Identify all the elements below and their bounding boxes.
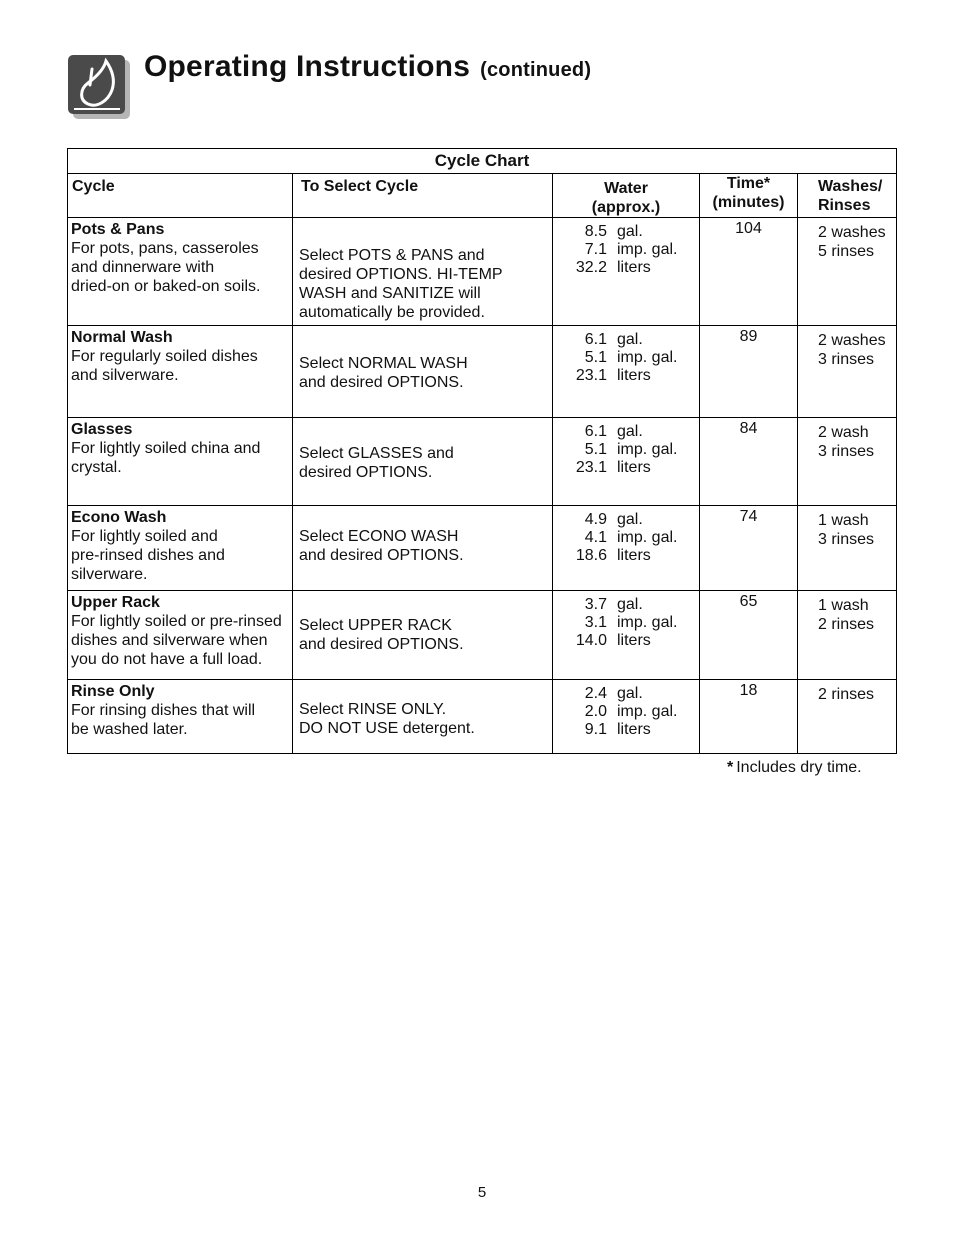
water-value: 3.7 — [584, 596, 607, 613]
column-header-select: To Select Cycle — [301, 178, 419, 195]
table-row — [68, 418, 897, 506]
washes-rinses: 2 wash 3 rinses — [818, 424, 875, 460]
washes-rinses: 1 wash 2 rinses — [818, 597, 875, 633]
cycle-description: For regularly soiled dishes and silverware. — [71, 348, 258, 384]
dishwasher-utensil-icon — [68, 55, 132, 121]
water-line — [553, 614, 699, 632]
water-line — [553, 459, 699, 477]
water-value: 23.1 — [575, 459, 607, 476]
select-instruction: Select RINSE ONLY. DO NOT USE detergent. — [299, 701, 475, 737]
column-header-time: Time* (minutes) — [712, 175, 785, 211]
water-line — [553, 367, 699, 385]
cycle-name: Pots & Pans — [71, 221, 165, 238]
select-instruction: Select GLASSES and desired OPTIONS. — [299, 445, 454, 481]
cycle-name: Upper Rack — [71, 594, 160, 611]
water-value: 32.2 — [575, 259, 607, 276]
water-unit: imp. gal. — [617, 614, 678, 631]
water-line — [553, 241, 699, 259]
water-line — [553, 511, 699, 529]
water-unit: liters — [617, 459, 651, 476]
table-row — [68, 680, 897, 754]
select-instruction: Select UPPER RACK and desired OPTIONS. — [299, 617, 464, 653]
water-value: 3.1 — [584, 614, 607, 631]
cycle-time: 104 — [735, 220, 762, 237]
water-value: 6.1 — [584, 331, 607, 348]
water-line — [553, 331, 699, 349]
water-unit: liters — [617, 367, 651, 384]
water-unit: gal. — [617, 223, 643, 240]
water-line — [553, 441, 699, 459]
table-row — [68, 506, 897, 591]
select-instruction: Select POTS & PANS and desired OPTIONS. HI-TEMP WASH and SANITIZE will automatically be provided. — [299, 247, 503, 321]
water-unit: imp. gal. — [617, 703, 678, 720]
water-unit: gal. — [617, 423, 643, 440]
water-line — [553, 703, 699, 721]
water-unit: liters — [617, 721, 651, 738]
washes-rinses: 2 washes 5 rinses — [818, 224, 886, 260]
cycle-description: For lightly soiled and pre-rinsed dishes and silverware. — [71, 528, 225, 583]
water-unit: gal. — [617, 331, 643, 348]
water-unit: gal. — [617, 511, 643, 528]
water-value: 2.0 — [584, 703, 607, 720]
cycle-time: 84 — [739, 420, 758, 437]
cycle-description: For lightly soiled china and crystal. — [71, 440, 261, 476]
select-instruction: Select ECONO WASH and desired OPTIONS. — [299, 528, 464, 564]
select-instruction: Select NORMAL WASH and desired OPTIONS. — [299, 355, 468, 391]
water-unit: imp. gal. — [617, 529, 678, 546]
table-header-row — [68, 174, 897, 218]
water-line — [553, 596, 699, 614]
water-value: 14.0 — [575, 632, 607, 649]
washes-rinses: 1 wash 3 rinses — [818, 512, 875, 548]
cycle-time: 89 — [739, 328, 758, 345]
table-caption: Cycle Chart — [68, 149, 897, 174]
water-amounts — [553, 591, 699, 650]
water-value: 8.5 — [584, 223, 607, 240]
water-unit: liters — [617, 632, 651, 649]
table-row — [68, 218, 897, 326]
water-value: 18.6 — [575, 547, 607, 564]
water-value: 9.1 — [584, 721, 607, 738]
water-line — [553, 223, 699, 241]
cycle-time: 18 — [739, 682, 758, 699]
footnote — [727, 759, 862, 777]
washes-rinses: 2 rinses — [818, 686, 875, 703]
table-row — [68, 591, 897, 680]
footnote-marker: * — [727, 759, 734, 776]
water-unit: imp. gal. — [617, 349, 678, 366]
cycle-description: For lightly soiled or pre-rinsed dishes and silverware when you do not have a full load. — [71, 613, 282, 668]
water-unit: gal. — [617, 685, 643, 702]
page-subtitle: (continued) — [480, 59, 592, 81]
page-number: 5 — [477, 1184, 487, 1201]
water-value: 23.1 — [575, 367, 607, 384]
water-unit: liters — [617, 259, 651, 276]
cycle-time: 74 — [739, 508, 758, 525]
water-line — [553, 259, 699, 277]
water-line — [553, 632, 699, 650]
water-amounts — [553, 218, 699, 277]
water-unit: imp. gal. — [617, 441, 678, 458]
water-line — [553, 529, 699, 547]
water-amounts — [553, 326, 699, 385]
cycle-description: For rinsing dishes that will be washed later. — [71, 702, 256, 738]
cycle-name: Econo Wash — [71, 509, 167, 526]
column-header-cycle: Cycle — [72, 178, 115, 195]
cycle-time: 65 — [739, 593, 758, 610]
cycle-name: Normal Wash — [71, 329, 173, 346]
water-value: 7.1 — [584, 241, 607, 258]
water-unit: gal. — [617, 596, 643, 613]
water-unit: liters — [617, 547, 651, 564]
cycle-chart-table — [67, 148, 897, 754]
water-unit: imp. gal. — [617, 241, 678, 258]
cycle-description: For pots, pans, casseroles and dinnerware with dried-on or baked-on soils. — [71, 240, 261, 295]
water-line — [553, 685, 699, 703]
water-value: 5.1 — [584, 441, 607, 458]
water-amounts — [553, 418, 699, 477]
page-title — [144, 50, 591, 84]
water-amounts — [553, 506, 699, 565]
cycle-name: Rinse Only — [71, 683, 155, 700]
washes-rinses: 2 washes 3 rinses — [818, 332, 886, 368]
water-line — [553, 349, 699, 367]
column-header-washes: Washes/ Rinses — [818, 178, 883, 214]
water-line — [553, 721, 699, 739]
water-amounts — [553, 680, 699, 739]
water-value: 6.1 — [584, 423, 607, 440]
table-row — [68, 326, 897, 418]
water-value: 2.4 — [584, 685, 607, 702]
water-value: 4.1 — [584, 529, 607, 546]
water-value: 5.1 — [584, 349, 607, 366]
footnote-text: Includes dry time. — [736, 759, 862, 776]
column-header-water: Water (approx.) — [591, 180, 661, 216]
page-title-text: Operating Instructions — [144, 50, 471, 83]
water-line — [553, 423, 699, 441]
cycle-name: Glasses — [71, 421, 133, 438]
water-value: 4.9 — [584, 511, 607, 528]
water-line — [553, 547, 699, 565]
